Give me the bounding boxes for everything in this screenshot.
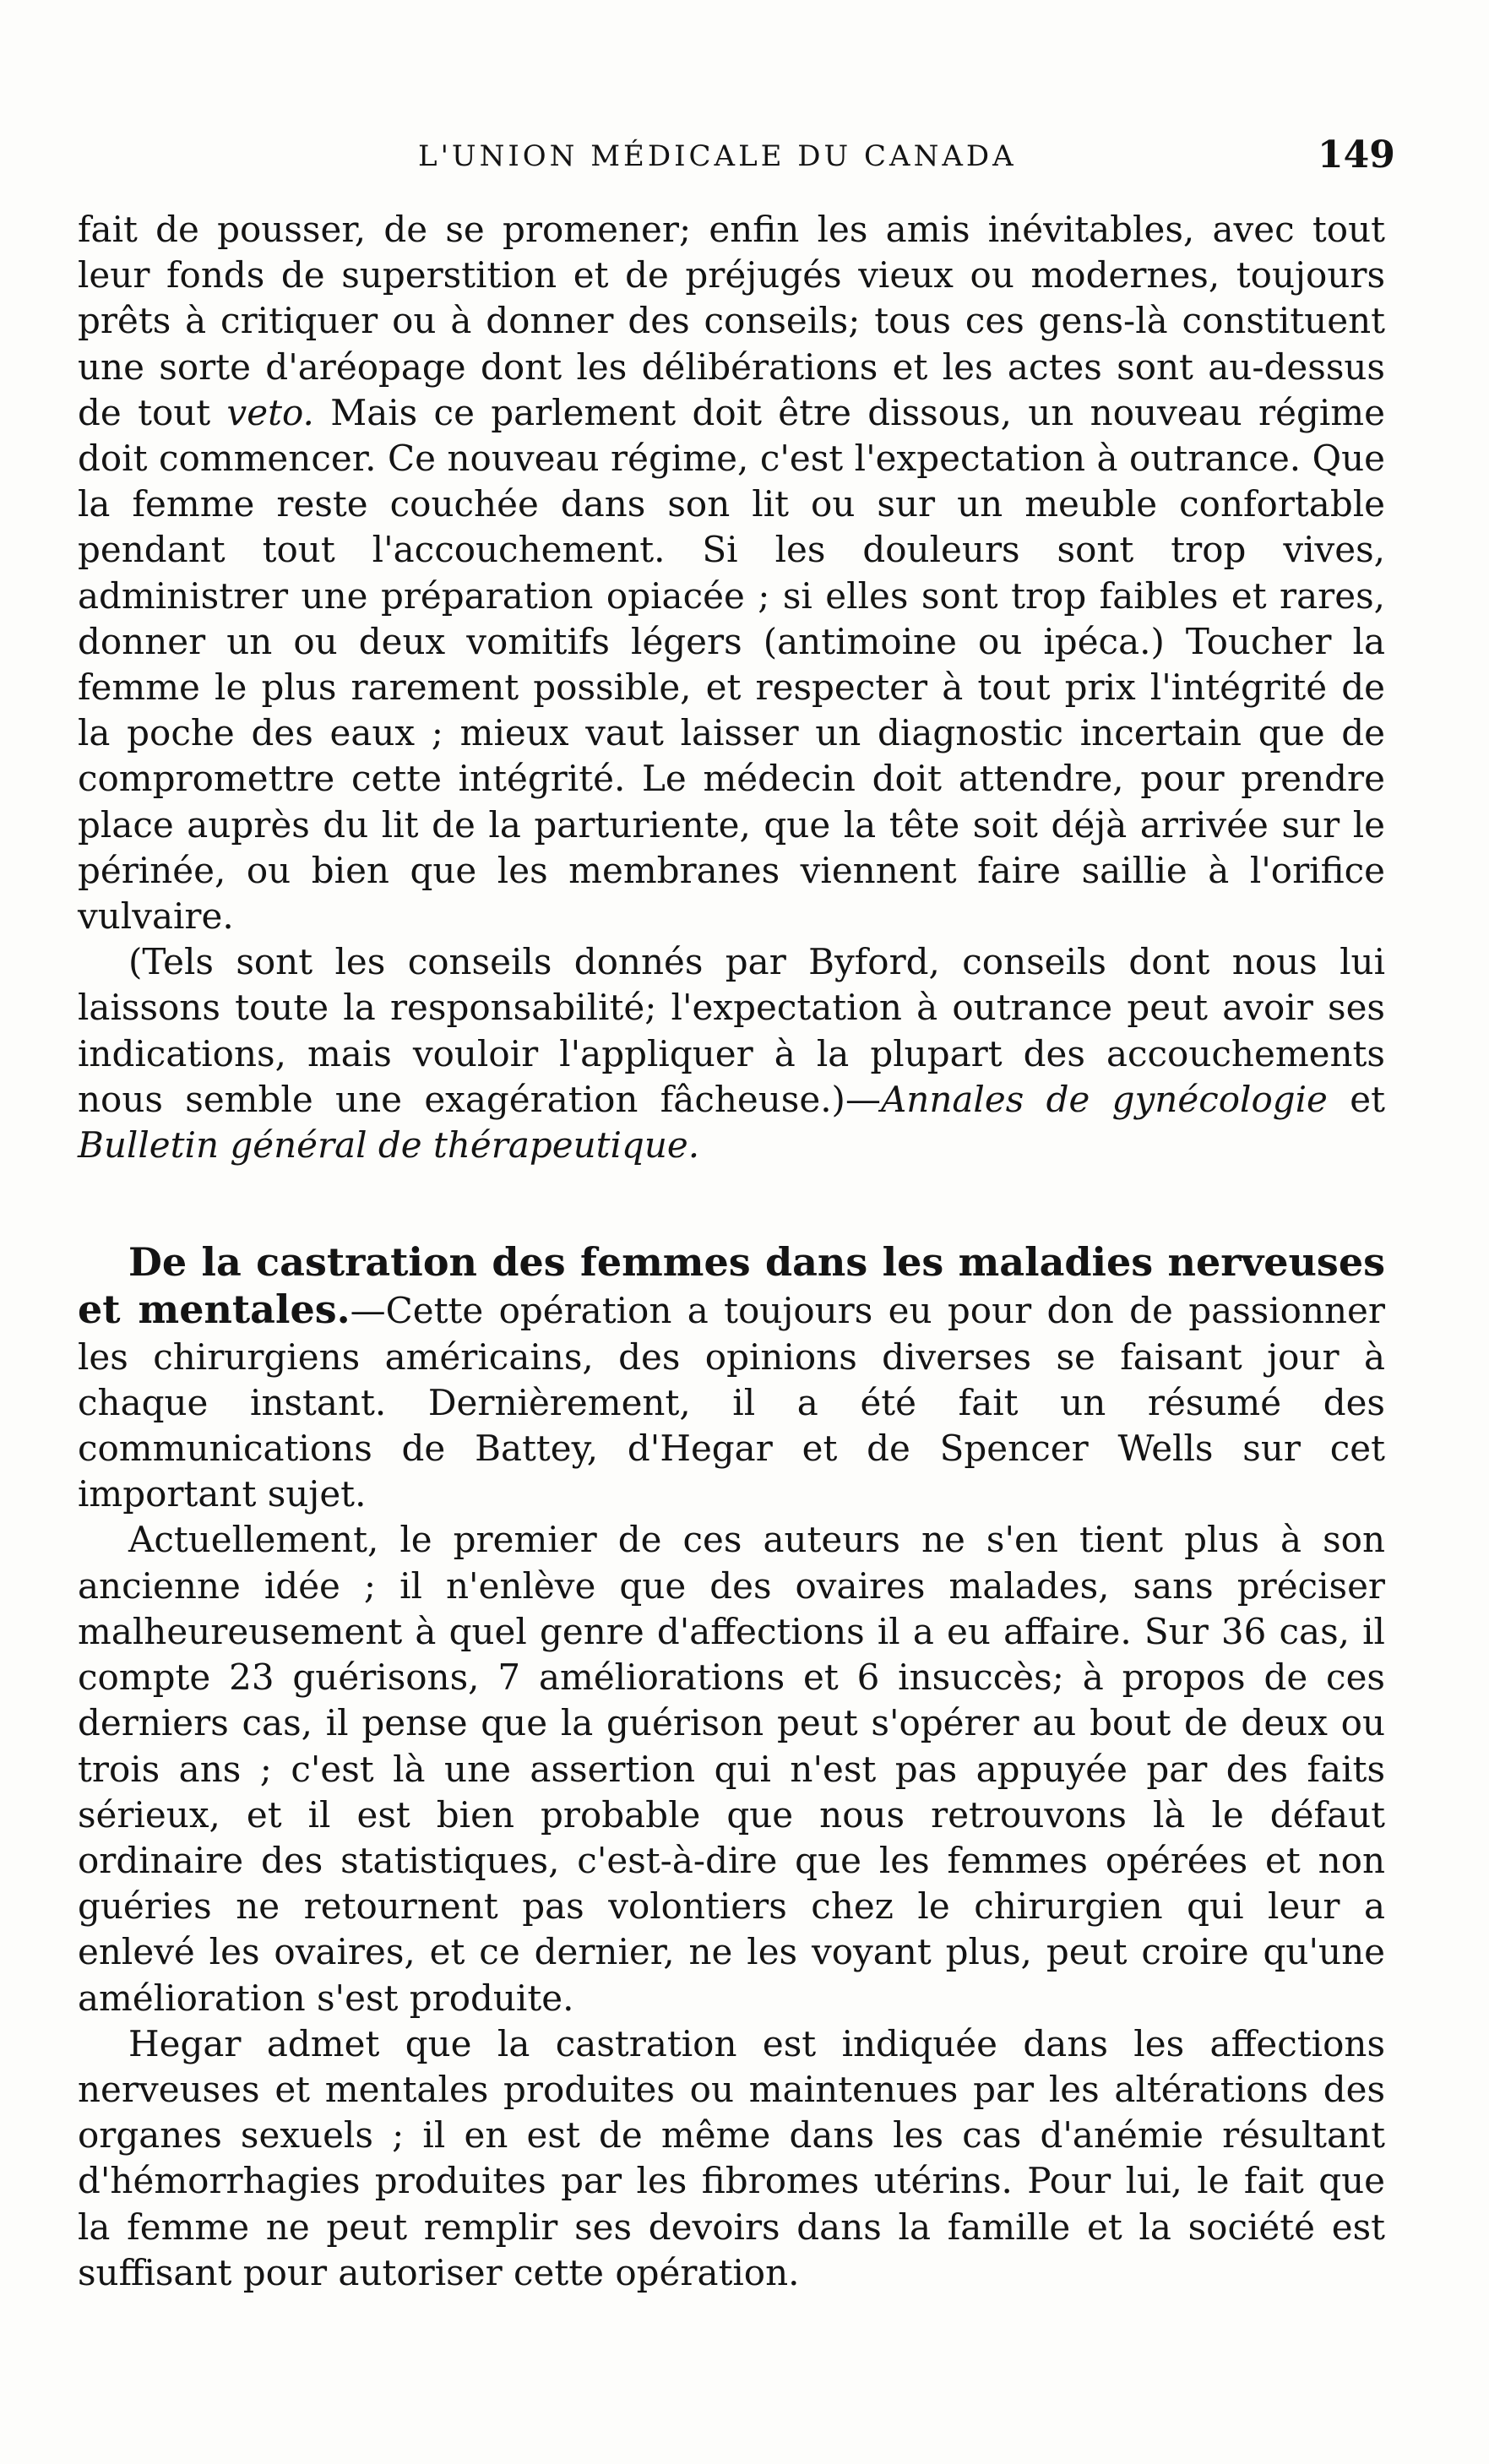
source-bulletin: Bulletin général de thérapeutique. [78,1124,700,1167]
paragraph-battey: Actuellement, le premier de ces auteurs ne s'en tient plus à son ancienne idée ; il n'enlève que des ovaires malades, sans préciser malheureusement à quel genre d'affections il a eu affaire. Sur 36 cas, il compte 23 guérisons, 7 améliorations et 6 insuccès; à propos de ces derniers cas, il pense que la guérison peut s'opérer au bout de deux ou trois ans ; c'est là une assertion qui n'est pas appuyée par des faits sérieux, et il est bien probable que nous retrouvons là le défaut ordinaire des statistiques, c'est-à-dire que les femmes opérées et non guéries ne retournent pas volontiers chez le chirurgien qui leur a enlevé les ovaires, et ce dernier, ne les voyant plus, peut croire qu'une amélioration s'est produite. [78,1519,1385,2019]
paragraph-castration-intro [78,1239,1385,1517]
page-number: 149 [1318,133,1395,177]
source-conjunction: et [1350,1078,1385,1120]
paragraph-editorial-note [78,939,1385,1168]
text-run: Mais ce parlement doit être dissous, un nouveau régime doit commencer. Ce nouveau régime, c'est l'expectation à outrance. Que la femme reste couchée dans son lit ou sur un meuble confortable pendant tout l'accouchement. Si les douleurs sont trop vives, administrer une préparation opiacée ; si elles sont trop faibles et rares, donner un ou deux vomitifs légers (antimoine ou ipéca.) Toucher la femme le plus rarement possible, et respecter à tout prix l'intégrité de la poche des eaux ; mieux vaut laisser un diagnostic incertain que de compromettre cette intégrité. Le médecin doit attendre, pour prendre place auprès du lit de la parturiente, que la tête soit déjà arrivée sur le périnée, ou bien que les membranes viennent faire saillie à l'orifice vulvaire. [78,391,1385,938]
italic-veto: veto. [226,391,314,433]
paragraph-continuation [78,207,1385,939]
source-annales: Annales de gynécologie [880,1078,1328,1120]
running-head: L'UNION MÉDICALE DU CANADA [418,139,1017,173]
text-run: —Cette opération a toujours eu pour don de passionner les chirurgiens américains, des opinions diverses se faisant jour à chaque instant. Dernièrement, il a été fait un résumé des communications de Battey, d'Hegar et de Spencer Wells sur cet important sujet. [78,1290,1385,1515]
paragraph-hegar: Hegar admet que la castration est indiquée dans les affections nerveuses et mentales produites ou maintenues par les altérations des organes sexuels ; il en est de même dans les cas d'anémie résultant d'hémorrhagies produites par les fibromes utérins. Pour lui, le fait que la femme ne peut remplir ses devoirs dans la famille et la société est suffisant pour autoriser cette opération. [78,2022,1385,2293]
section-heading: De la castration des femmes dans les maladies nerveuses et mentales. [78,1239,1385,1333]
text-run: fait de pousser, de se promener; enfin les amis inévitables, avec tout leur fonds de superstition et de préjugés vieux ou modernes, toujours prêts à critiquer ou à donner des conseils; tous ces gens-là constituent une sorte d'aréopage dont les délibérations et les actes sont au-dessus de tout [78,209,1385,433]
text-run: (Tels sont les conseils donnés par Byford, conseils dont nous lui laissons toute la responsabilité; l'expectation à outrance peut avoir ses indications, mais vouloir l'appliquer à la plupart des accouchements nous semble une exagération fâcheuse.)— [78,941,1385,1120]
body-text [78,207,1385,2296]
